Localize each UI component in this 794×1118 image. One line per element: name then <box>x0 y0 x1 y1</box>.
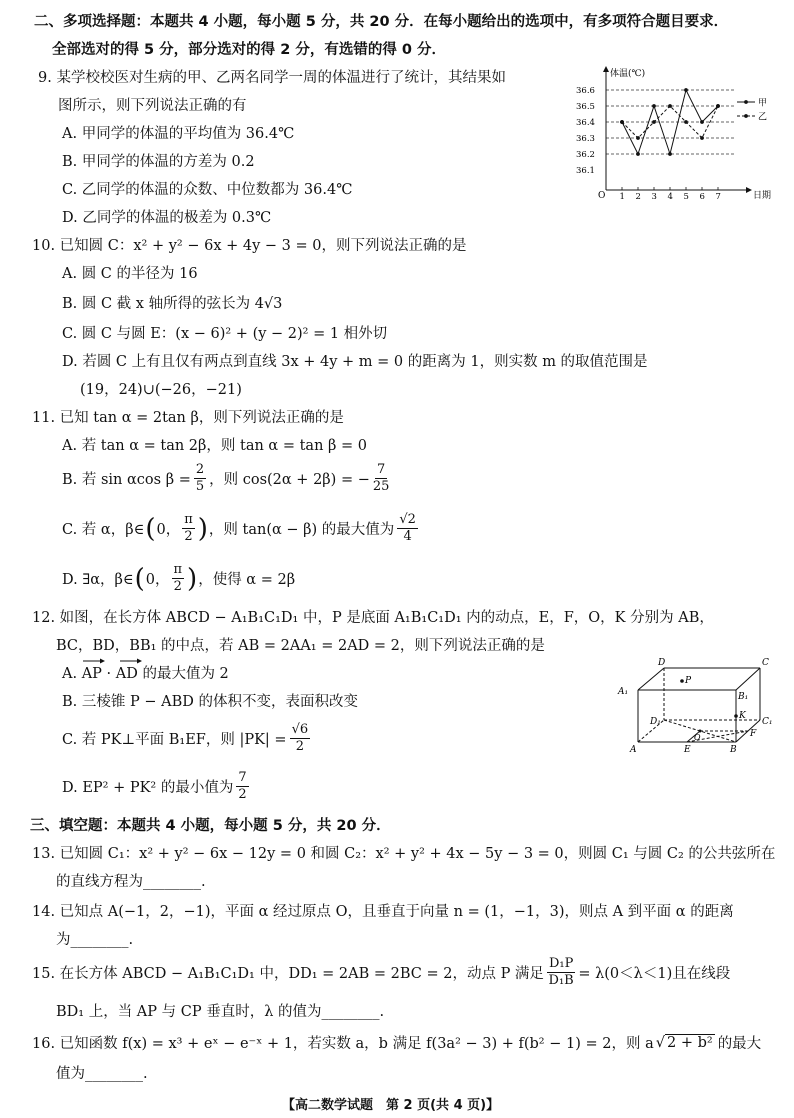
q11-c-text-mid: ，则 tan(α − β) 的最大值为 <box>208 522 395 538</box>
q12-d-frac-den: 2 <box>238 787 247 802</box>
q13-stem-1: 13. 已知圆 C₁：x² + y² − 6x − 12y = 0 和圆 C₂：x² + y² + 4x − 5y − 3 = 0，则圆 C₁ 与圆 C₂ 的公共弦所在 <box>32 846 776 862</box>
q15-stem-1 <box>32 956 730 989</box>
q11-c-val-den: 4 <box>403 529 412 544</box>
q15-text-pre: 15. 在长方体 ABCD − A₁B₁C₁D₁ 中，DD₁ = 2AB = 2BC = 2，动点 P 满足 <box>32 966 544 982</box>
chart-y-tick-label: 36.2 <box>576 150 595 160</box>
chart-legend-marker <box>744 114 748 118</box>
chart-x-tick-label: 3 <box>651 192 657 202</box>
q11-b-fraction-2 <box>373 462 390 495</box>
q11-stem: 11. 已知 tan α = 2tan β，则下列说法正确的是 <box>32 410 344 426</box>
q11-c-pi-fraction <box>182 512 195 545</box>
q11-d-pi-fraction <box>172 562 185 595</box>
chart-y-axis-label: 体温(℃) <box>610 69 646 79</box>
q10-option-c: C. 圆 C 与圆 E：(x − 6)² + (y − 2)² = 1 相外切 <box>62 326 388 342</box>
chart-y-tick-label: 36.5 <box>576 102 595 112</box>
q10-option-d: D. 若圆 C 上有且仅有两点到直线 3x + 4y + m = 0 的距离为 1，则实数 m 的取值范围是 <box>62 354 648 370</box>
chart-point <box>700 120 704 124</box>
q16-text-post: 的最大 <box>717 1036 762 1052</box>
q15-frac-num: D₁P <box>548 956 574 971</box>
q11-c-pi-den: 2 <box>184 529 193 544</box>
q11-b-frac2-num: 7 <box>376 462 386 477</box>
q9-stem-1: 9. 某学校校医对生病的甲、乙两名同学一周的体温进行了统计，其结果如 <box>38 70 506 86</box>
q9-option-b: B. 甲同学的体温的方差为 0.2 <box>62 154 255 170</box>
q11-c-rparen: ) <box>197 513 208 544</box>
q12-a-text: A. AP · AD 的最大值为 2 <box>62 666 229 682</box>
chart-x-axis-label: 日期 <box>753 191 772 201</box>
q16-sqrt-sign: √ <box>655 1034 665 1051</box>
q11-d-pi-num: π <box>173 562 183 577</box>
chart-point <box>668 104 672 108</box>
q11-b-frac2-den: 25 <box>372 479 390 494</box>
chart-point <box>620 120 624 124</box>
chart-legend-marker <box>744 100 748 104</box>
q11-d-text-post: ，使得 α = 2β <box>198 572 296 588</box>
q11-c-text: C. 若 α，β∈ <box>62 522 145 538</box>
fig-label-k: K <box>739 711 746 721</box>
q9-option-a: A. 甲同学的体温的平均值为 36.4℃ <box>62 126 295 142</box>
chart-point <box>636 136 640 140</box>
chart-point <box>684 120 688 124</box>
chart-x-ticks <box>620 187 721 202</box>
chart-legend-label: 甲 <box>758 98 768 109</box>
q11-b-text: B. 若 sin αcos β = <box>62 472 191 488</box>
q11-option-b <box>62 462 392 495</box>
section-2-title: 二、多项选择题：本题共 4 小题，每小题 5 分，共 20 分．在每小题给出的选项中，有多项符合题目要求． <box>34 14 729 30</box>
chart-x-tick-label: 1 <box>619 192 625 202</box>
q9-option-c: C. 乙同学的体温的众数、中位数都为 36.4℃ <box>62 182 353 198</box>
q13-stem-2: 的直线方程为________. <box>56 874 206 890</box>
q11-d-lparen: ( <box>134 563 145 594</box>
fig-label-e: E <box>684 745 691 755</box>
q14-stem-2: 为________. <box>56 932 134 948</box>
q11-c-val-num: √2 <box>399 512 416 527</box>
chart-point <box>652 120 656 124</box>
page-footer: 【高二数学试题 第 2 页(共 4 页)】 <box>282 1098 500 1113</box>
q11-c-lparen: ( <box>145 513 156 544</box>
q15-frac-den: D₁B <box>548 973 574 988</box>
q11-b-frac-den: 5 <box>195 479 205 494</box>
q10-option-a: A. 圆 C 的半径为 16 <box>62 266 198 282</box>
q10-option-d-cont: (19，24)∪(−26，−21) <box>80 382 242 398</box>
chart-series <box>620 88 720 156</box>
q11-d-rparen: ) <box>187 563 198 594</box>
q15-text-post: = λ(0＜λ＜1)且在线段 <box>578 966 731 982</box>
q9-option-d: D. 乙同学的体温的极差为 0.3℃ <box>62 210 272 226</box>
q11-d-pi-den: 2 <box>173 579 182 594</box>
chart-y-tick-label: 36.6 <box>576 86 595 96</box>
chart-point <box>716 104 720 108</box>
chart-point <box>700 136 704 140</box>
chart-legend <box>737 98 767 123</box>
chart-point <box>652 104 656 108</box>
q12-stem-1: 12. 如图，在长方体 ABCD − A₁B₁C₁D₁ 中，P 是底面 A₁B₁C₁D₁ 内的动点，E，F，O，K 分别为 AB， <box>32 610 714 626</box>
q15-stem-2: BD₁ 上，当 AP 与 CP 垂直时，λ 的值为________. <box>56 1004 385 1020</box>
cuboid-figure <box>612 654 772 760</box>
fig-label-f: F <box>750 729 757 739</box>
q12-option-c <box>62 722 313 755</box>
q12-option-d <box>62 770 252 803</box>
q11-b-frac-num: 2 <box>195 462 205 477</box>
chart-y-tick-label: 36.4 <box>576 118 595 128</box>
q12-c-frac-den: 2 <box>295 739 305 754</box>
chart-x-tick-label: 6 <box>699 192 705 202</box>
fig-label-c1: C₁ <box>762 717 772 727</box>
chart-point <box>636 152 640 156</box>
section-2-title-cont: 全部选对的得 5 分，部分选对的得 2 分，有选错的得 0 分． <box>52 42 447 58</box>
chart-grid <box>606 90 734 154</box>
chart-x-tick-label: 2 <box>635 192 641 202</box>
q11-d-interval-start: 0， <box>145 572 170 588</box>
chart-origin-label: O <box>598 191 606 201</box>
q12-c-fraction <box>290 722 311 755</box>
fig-label-b1: B₁ <box>738 692 749 702</box>
q11-c-value-fraction <box>397 512 418 545</box>
q10-option-b: B. 圆 C 截 x 轴所得的弦长为 4√3 <box>62 296 283 312</box>
q12-stem-2: BC，BD，BB₁ 的中点，若 AB = 2AA₁ = 2AD = 2，则下列说法正确的是 <box>56 638 545 654</box>
chart-y-tick-label: 36.3 <box>576 134 595 144</box>
fig-label-p: P <box>685 676 692 686</box>
q11-d-text: D. ∃α，β∈ <box>62 572 134 588</box>
q12-vector-arrows <box>80 656 160 666</box>
chart-x-tick-label: 4 <box>667 192 673 202</box>
chart-y-ticks <box>576 86 595 176</box>
chart-point <box>684 88 688 92</box>
q12-c-frac-num: √6 <box>291 722 309 737</box>
chart-point <box>668 152 672 156</box>
q12-option-b: B. 三棱锥 P − ABD 的体积不变，表面积改变 <box>62 694 358 710</box>
q11-option-a: A. 若 tan α = tan 2β，则 tan α = tan β = 0 <box>62 438 367 454</box>
q11-c-pi-num: π <box>184 512 193 527</box>
q12-d-text: D. EP² + PK² 的最小值为 <box>62 780 234 796</box>
q12-d-fraction <box>236 770 248 803</box>
fig-label-a: A <box>630 745 637 755</box>
chart-y-tick-label: 36.1 <box>576 166 595 176</box>
q14-stem-1: 14. 已知点 A(−1，2，−1)，平面 α 经过原点 O，且垂直于向量 n = (1，−1，3)，则点 A 到平面 α 的距离 <box>32 904 734 920</box>
q16-sqrt-body: 2 + b² <box>666 1035 713 1051</box>
temperature-line-chart <box>574 64 784 212</box>
q11-b-text-mid: ，则 cos(2α + 2β) = − <box>209 472 370 488</box>
fig-label-d: D <box>658 658 666 668</box>
chart-legend-label: 乙 <box>758 112 768 123</box>
fig-label-c: C <box>762 658 769 668</box>
q11-c-interval-start: 0， <box>156 522 181 538</box>
fig-label-d1: D₁ <box>650 717 661 727</box>
fig-label-o: O <box>694 733 701 742</box>
fig-label-a1: A₁ <box>618 687 629 697</box>
q9-stem-2: 图所示，则下列说法正确的有 <box>58 98 247 114</box>
q12-d-frac-num: 7 <box>238 770 247 785</box>
chart-x-tick-label: 5 <box>683 192 689 202</box>
q11-b-fraction <box>194 462 206 495</box>
q16-text-pre: 16. 已知函数 f(x) = x³ + eˣ − e⁻ˣ + 1，若实数 a，b 满足 f(3a² − 3) + f(b² − 1) = 2，则 a <box>32 1036 654 1052</box>
q16-stem-2: 值为________. <box>56 1066 148 1082</box>
q11-option-c <box>62 512 421 545</box>
section-3-title: 三、填空题：本题共 4 小题，每小题 5 分，共 20 分． <box>30 818 391 834</box>
q16-stem-1 <box>32 1032 761 1053</box>
chart-x-tick-label: 7 <box>715 192 721 202</box>
q12-c-text: C. 若 PK⊥平面 B₁EF，则 |PK| = <box>62 732 287 748</box>
q15-fraction <box>547 956 575 989</box>
fig-label-b: B <box>730 745 737 755</box>
q10-stem: 10. 已知圆 C：x² + y² − 6x + 4y − 3 = 0，则下列说法正确的是 <box>32 238 467 254</box>
q11-option-d <box>62 562 295 595</box>
